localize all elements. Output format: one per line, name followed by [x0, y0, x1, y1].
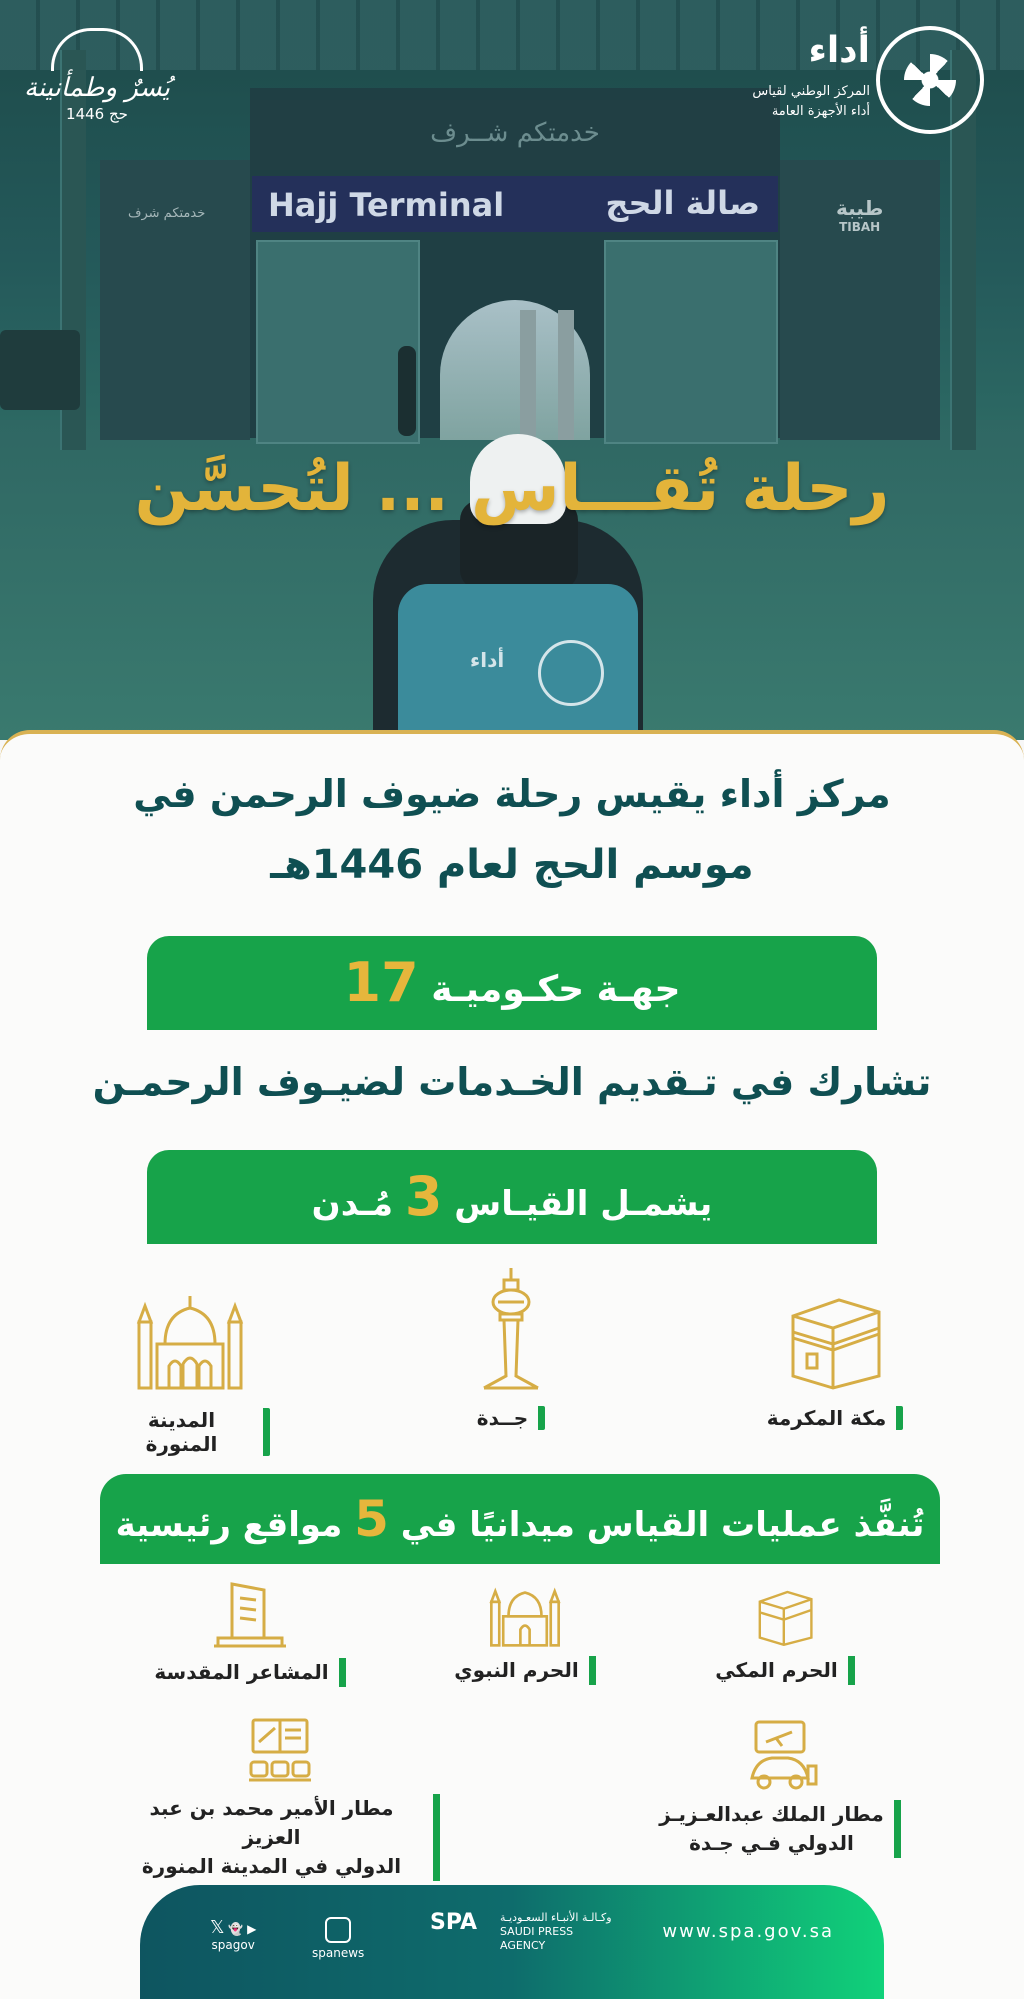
kaaba-icon: [752, 1586, 818, 1646]
madinah-airport-line2: الدولي في المدينة المنورة: [141, 1854, 402, 1878]
sign-english: Hajj Terminal: [268, 186, 505, 224]
gov-entities-number: 17: [343, 951, 419, 1014]
location-holy-sites: [150, 1580, 350, 1687]
adaa-emblem-icon: [876, 26, 984, 134]
sign-arabic: صالة الحج: [605, 184, 760, 222]
logo-calligraphy: يُسرٌ وطمأنينة: [23, 73, 171, 103]
social-handle-spagov: spagov: [211, 1938, 255, 1952]
headline-line-2: موسم الحج لعام 1446هـ: [270, 842, 754, 888]
youtube-icon: ▶: [247, 1922, 257, 1936]
cities-suffix: مُـدن: [311, 1184, 394, 1224]
mosque-icon: [135, 1292, 245, 1392]
jeddah-airport-line1: مطار الملك عبدالعـزيـز: [659, 1802, 884, 1826]
social-spanews[interactable]: [312, 1917, 364, 1960]
hajj-terminal-sign: [252, 176, 778, 232]
building-icon: [212, 1580, 288, 1648]
mosque-icon: [488, 1582, 562, 1648]
jeddah-airport-line2: الدولي فـي جـدة: [689, 1831, 854, 1855]
locations-number: 5: [354, 1490, 389, 1548]
instagram-icon: [325, 1917, 351, 1943]
cities-bar: [147, 1150, 877, 1244]
tibah-en: TIBAH: [839, 220, 881, 234]
social-handle-spanews: spanews: [312, 1946, 365, 1960]
spa-english-name-2: AGENCY: [500, 1939, 546, 1952]
logo-hajj-year: حج 1446: [66, 105, 128, 123]
snapchat-icon: 👻: [228, 1922, 244, 1936]
location-haram-nabawi: [440, 1582, 610, 1685]
madinah-airport-line1: مطار الأمير محمد بن عبد العزيز: [149, 1796, 394, 1849]
spa-arabic-name: وكـالـة الأنبـاء السعـوديـة: [500, 1911, 612, 1924]
golf-cart: [0, 330, 80, 410]
website-link[interactable]: www.spa.gov.sa: [662, 1921, 834, 1942]
adaa-subtitle-2: أداء الأجهزة العامة: [771, 104, 870, 119]
airport-board-icon: [245, 1716, 315, 1786]
location-jeddah-airport: [640, 1718, 920, 1858]
vest-emblem-icon: [538, 640, 604, 706]
x-icon: 𝕏: [210, 1917, 225, 1938]
small-sign: خدمتكم شرف: [128, 206, 206, 221]
tibah-ar: طيبة: [836, 196, 884, 220]
minaret: [520, 310, 536, 440]
location-label-haram-nabawi: الحرم النبوي: [454, 1656, 595, 1685]
participation-line: تشارك في تـقديم الخـدمات لضيـوف الرحمـن: [92, 1060, 932, 1104]
hero-slogan: رحلة تُقـــاس ... لتُحسَّن: [134, 452, 890, 526]
city-label-madinah: المدينة المنورة: [110, 1408, 270, 1456]
spa-english-name-1: SAUDI PRESS: [500, 1925, 574, 1938]
location-label-madinah-airport: [120, 1794, 440, 1881]
location-label-jeddah-airport: [659, 1800, 900, 1858]
adaa-subtitle-1: المركز الوطني لقياس: [752, 84, 870, 99]
location-label-haram-makki: الحرم المكي: [715, 1656, 854, 1685]
city-madinah: [110, 1292, 270, 1456]
footer-bar: [140, 1885, 884, 1999]
minaret: [558, 310, 574, 440]
locations-bar: [100, 1474, 940, 1564]
locations-prefix: تُنفَّذ عمليات القياس ميدانيًا في: [400, 1505, 925, 1545]
glass-door: [604, 240, 778, 444]
location-label-holy-sites: المشاعر المقدسة: [154, 1658, 345, 1687]
city-label-makkah: مكة المكرمة: [767, 1406, 903, 1430]
location-haram-makki: [700, 1586, 870, 1685]
city-label-jeddah: جــدة: [477, 1406, 545, 1430]
hajj-1446-logo: [22, 28, 172, 123]
hero-photo: [0, 0, 1024, 740]
mosque-outline-icon: [51, 28, 143, 71]
city-jeddah: [436, 1266, 586, 1430]
walking-person: [398, 346, 416, 436]
location-madinah-airport: [120, 1716, 440, 1881]
social-spagov[interactable]: [210, 1917, 256, 1952]
adaa-name: أداء: [808, 30, 870, 71]
gov-entities-bar: [147, 936, 877, 1030]
cities-prefix: يشمـل القيـاس: [454, 1184, 713, 1224]
spa-wordmark: [500, 1911, 612, 1953]
gov-entities-text: جهـة حكـوميـة: [431, 969, 681, 1010]
vest-text: أداء: [470, 648, 505, 672]
tibah-logo: [836, 196, 883, 234]
airport-icon: [742, 1718, 818, 1792]
glass-door: [256, 240, 420, 444]
kaaba-icon: [783, 1290, 887, 1390]
headline-line-1: مركز أداء يقيس رحلة ضيوف الرحمن في: [133, 772, 891, 816]
spa-logo: SPA: [430, 1910, 477, 1935]
terminal-top-text: خدمتكم شــرف: [430, 118, 600, 148]
locations-suffix: مواقع رئيسية: [115, 1505, 343, 1545]
city-makkah: [760, 1290, 910, 1430]
cities-number: 3: [404, 1165, 443, 1228]
adaa-logo: [664, 26, 984, 136]
left-wall: [100, 160, 250, 440]
jeddah-tower-icon: [476, 1266, 546, 1390]
